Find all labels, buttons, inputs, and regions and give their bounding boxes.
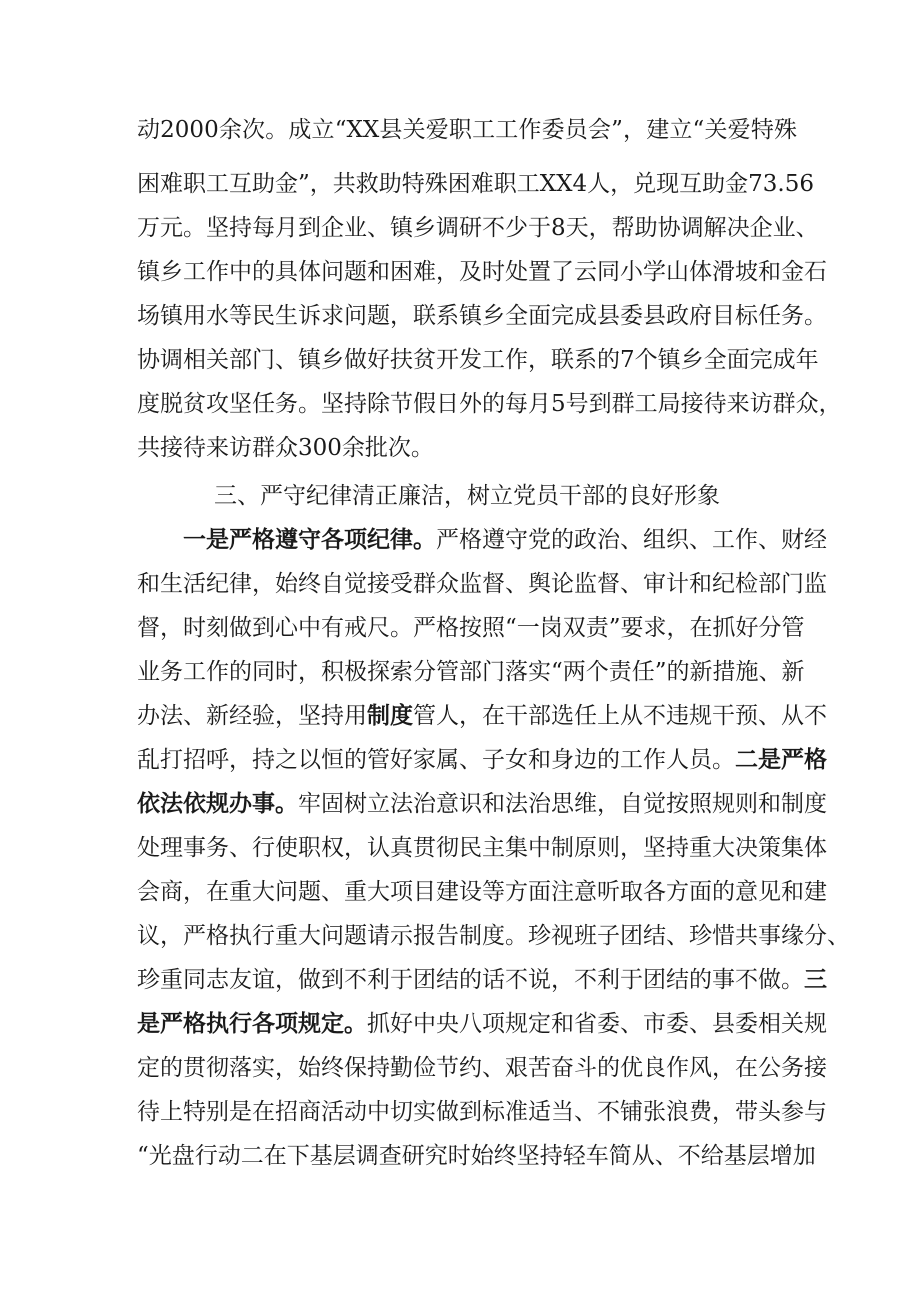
bold-lead-text: 依法依规办事。 xyxy=(137,790,298,817)
body-text: 珍重同志友谊，做到不利于团结的话不说，不利于团结的事不做。 xyxy=(137,967,804,993)
body-text-line: 镇乡工作中的具体问题和困难，及时处置了云同小学山体滑坡和金石 xyxy=(137,259,827,285)
body-text-line: 共接待来访群众300余批次。 xyxy=(137,435,434,461)
body-text-line xyxy=(137,782,827,826)
body-text-line xyxy=(137,738,827,782)
body-text-line: 协调相关部门、镇乡做好扶贫开发工作，联系的7个镇乡全面完成年 xyxy=(137,347,819,373)
body-text: 牢固树立法治意识和法治思维，自觉按照规则和制度 xyxy=(298,791,827,817)
bold-lead-text: 是严格执行各项规定。 xyxy=(137,1010,367,1037)
body-text-line: 议，严格执行重大问题请示报告制度。珍视班子团结、珍惜共事缘分、 xyxy=(137,923,850,949)
body-text-line: 业务工作的同时，积极探索分管部门落实“两个责任”的新措施、新 xyxy=(137,659,805,685)
body-text: 乱打招呼，持之以恒的管好家属、子女和身边的工作人员。 xyxy=(137,747,735,773)
body-text-line: 困难职工互助金”，共救助特殊困难职工XX4人，兑现互助金73.56 xyxy=(137,171,814,197)
body-text-line: 待上特别是在招商活动中切实做到标准适当、不铺张浪费，带头参与 xyxy=(137,1099,827,1125)
body-text: 严格遵守党的政治、组织、工作、财经 xyxy=(436,527,827,553)
bold-lead-text: 三 xyxy=(804,966,827,993)
body-text-line xyxy=(137,694,827,738)
bold-lead-text: 二是严格 xyxy=(735,746,827,773)
body-text-line xyxy=(183,518,827,562)
body-text-line xyxy=(137,1002,827,1046)
body-text: 抓好中央八项规定和省委、市委、县委相关规 xyxy=(367,1011,827,1037)
body-text-line: 万元。坚持每月到企业、镇乡调研不少于8天，帮助协调解决企业、 xyxy=(137,215,819,241)
body-text-line: 会商，在重大问题、重大项目建设等方面注意听取各方面的意见和建 xyxy=(137,879,827,905)
body-text-line: 定的贯彻落实，始终保持勤俭节约、艰苦奋斗的优良作风，在公务接 xyxy=(137,1055,827,1081)
body-text-line: 督，时刻做到心中有戒尺。严格按照“一岗双责”要求，在抓好分管 xyxy=(137,615,805,641)
body-text: 办法、新经验，坚持用 xyxy=(137,703,367,729)
body-text-line: 动2000余次。成立“XX县关爱职工工作委员会”，建立“关爱特殊 xyxy=(137,117,797,143)
body-text-line: “光盘行动二在下基层调查研究时始终坚持轻车简从、不给基层增加 xyxy=(137,1143,816,1169)
bold-text: 制度 xyxy=(367,702,413,729)
bold-lead-text: 一是严格遵守各项纪律。 xyxy=(183,526,436,553)
body-text-line: 和生活纪律，始终自觉接受群众监督、舆论监督、审计和纪检部门监 xyxy=(137,571,827,597)
body-text: 管人，在干部选任上从不违规干预、从不 xyxy=(413,703,827,729)
body-text-line: 场镇用水等民生诉求问题，联系镇乡全面完成县委县政府目标任务。 xyxy=(137,303,827,329)
body-text-line xyxy=(137,958,827,1002)
body-text-line: 度脱贫攻坚任务。坚持除节假日外的每月5号到群工局接待来访群众， xyxy=(137,391,842,417)
section-heading: 三、严守纪律清正廉洁，树立党员干部的良好形象 xyxy=(214,483,720,509)
body-text-line: 处理事务、行使职权，认真贯彻民主集中制原则，坚持重大决策集体 xyxy=(137,835,827,861)
